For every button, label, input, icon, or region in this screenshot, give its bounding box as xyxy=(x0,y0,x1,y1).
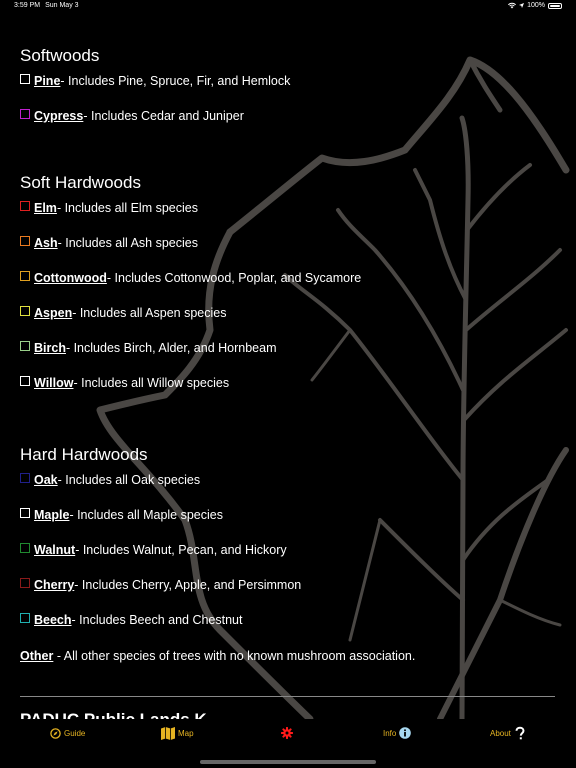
ash-link[interactable]: Ash xyxy=(34,236,58,250)
tab-settings[interactable] xyxy=(281,724,293,742)
maple-checkbox[interactable] xyxy=(20,508,30,518)
item-description: - Includes all Aspen species xyxy=(72,306,227,320)
status-date: Sun May 3 xyxy=(45,2,79,9)
walnut-checkbox[interactable] xyxy=(20,543,30,553)
list-item-aspen xyxy=(20,306,556,321)
list-item-ash xyxy=(20,236,556,251)
item-description: - Includes Pine, Spruce, Fir, and Hemlock xyxy=(60,74,291,88)
elm-link[interactable]: Elm xyxy=(34,201,57,215)
battery-icon xyxy=(548,3,562,9)
cherry-checkbox[interactable] xyxy=(20,578,30,588)
item-description: - Includes Cherry, Apple, and Persimmon xyxy=(74,578,302,592)
willow-checkbox[interactable] xyxy=(20,376,30,386)
tab-info-label: Info xyxy=(383,728,397,738)
list-item-elm xyxy=(20,201,556,216)
cherry-link[interactable]: Cherry xyxy=(34,578,75,592)
list-item-birch xyxy=(20,341,556,356)
item-description: - Includes all Oak species xyxy=(57,473,201,487)
tab-guide-label: Guide xyxy=(64,728,86,738)
list-item-cottonwood xyxy=(20,271,556,286)
list-item-walnut xyxy=(20,543,556,558)
oak-checkbox[interactable] xyxy=(20,473,30,483)
pine-link[interactable]: Pine xyxy=(34,74,61,88)
list-item-willow xyxy=(20,376,556,391)
list-item-other xyxy=(20,649,556,664)
list-item-oak xyxy=(20,473,556,488)
tab-map-label: Map xyxy=(178,728,194,738)
oak-link[interactable]: Oak xyxy=(34,473,58,487)
location-arrow-icon xyxy=(519,3,524,8)
battery-percent: 100% xyxy=(527,2,545,9)
compass-icon xyxy=(50,728,61,739)
item-description: - All other species of trees with no known mushroom association. xyxy=(53,649,416,663)
item-description: - Includes all Ash species xyxy=(57,236,198,250)
tab-about[interactable] xyxy=(490,724,525,742)
aspen-checkbox[interactable] xyxy=(20,306,30,316)
walnut-link[interactable]: Walnut xyxy=(34,543,76,557)
gear-icon xyxy=(281,727,293,739)
item-description: - Includes all Willow species xyxy=(73,376,230,390)
aspen-link[interactable]: Aspen xyxy=(34,306,73,320)
tab-guide[interactable] xyxy=(50,724,85,742)
tree-species-list[interactable] xyxy=(20,46,556,719)
section-title: Hard Hardwoods xyxy=(20,445,148,464)
tab-map[interactable] xyxy=(161,724,194,742)
item-description: - Includes Walnut, Pecan, and Hickory xyxy=(75,543,287,557)
tab-info[interactable] xyxy=(383,724,411,742)
beech-link[interactable]: Beech xyxy=(34,613,72,627)
status-indicators xyxy=(508,2,562,9)
status-time: 3:59 PM xyxy=(14,2,41,9)
info-icon xyxy=(399,727,411,739)
beech-checkbox[interactable] xyxy=(20,613,30,623)
cottonwood-checkbox[interactable] xyxy=(20,271,30,281)
birch-checkbox[interactable] xyxy=(20,341,30,351)
maple-link[interactable]: Maple xyxy=(34,508,70,522)
list-item-maple xyxy=(20,508,556,523)
pine-checkbox[interactable] xyxy=(20,74,30,84)
list-item-pine xyxy=(20,74,556,89)
next-section-heading xyxy=(20,710,556,719)
cottonwood-link[interactable]: Cottonwood xyxy=(34,271,107,285)
elm-checkbox[interactable] xyxy=(20,201,30,211)
wifi-icon xyxy=(508,3,516,9)
cypress-checkbox[interactable] xyxy=(20,109,30,119)
section-title: Soft Hardwoods xyxy=(20,173,141,192)
status-bar xyxy=(0,0,576,14)
section-divider xyxy=(20,696,555,697)
item-description: - Includes all Elm species xyxy=(56,201,198,215)
item-description: - Includes Birch, Alder, and Hornbeam xyxy=(65,341,277,355)
tab-about-label: About xyxy=(490,728,511,738)
section-softwoods xyxy=(20,46,556,124)
section-hard-hardwoods xyxy=(20,445,556,628)
question-icon xyxy=(515,727,525,740)
item-description: - Includes Beech and Chestnut xyxy=(71,613,243,627)
status-time-date xyxy=(14,2,79,9)
item-description: - Includes all Maple species xyxy=(69,508,223,522)
home-indicator xyxy=(200,760,376,764)
willow-link[interactable]: Willow xyxy=(34,376,74,390)
section-soft-hardwoods xyxy=(20,173,556,391)
birch-link[interactable]: Birch xyxy=(34,341,66,355)
section-title: Softwoods xyxy=(20,46,100,65)
item-description: - Includes Cedar and Juniper xyxy=(83,109,244,123)
other-link[interactable]: Other xyxy=(20,649,54,663)
ash-checkbox[interactable] xyxy=(20,236,30,246)
list-item-cypress xyxy=(20,109,556,124)
list-item-beech xyxy=(20,613,556,628)
map-icon xyxy=(161,727,175,740)
item-description: - Includes Cottonwood, Poplar, and Sycamore xyxy=(106,271,362,285)
list-item-cherry xyxy=(20,578,556,593)
cypress-link[interactable]: Cypress xyxy=(34,109,84,123)
